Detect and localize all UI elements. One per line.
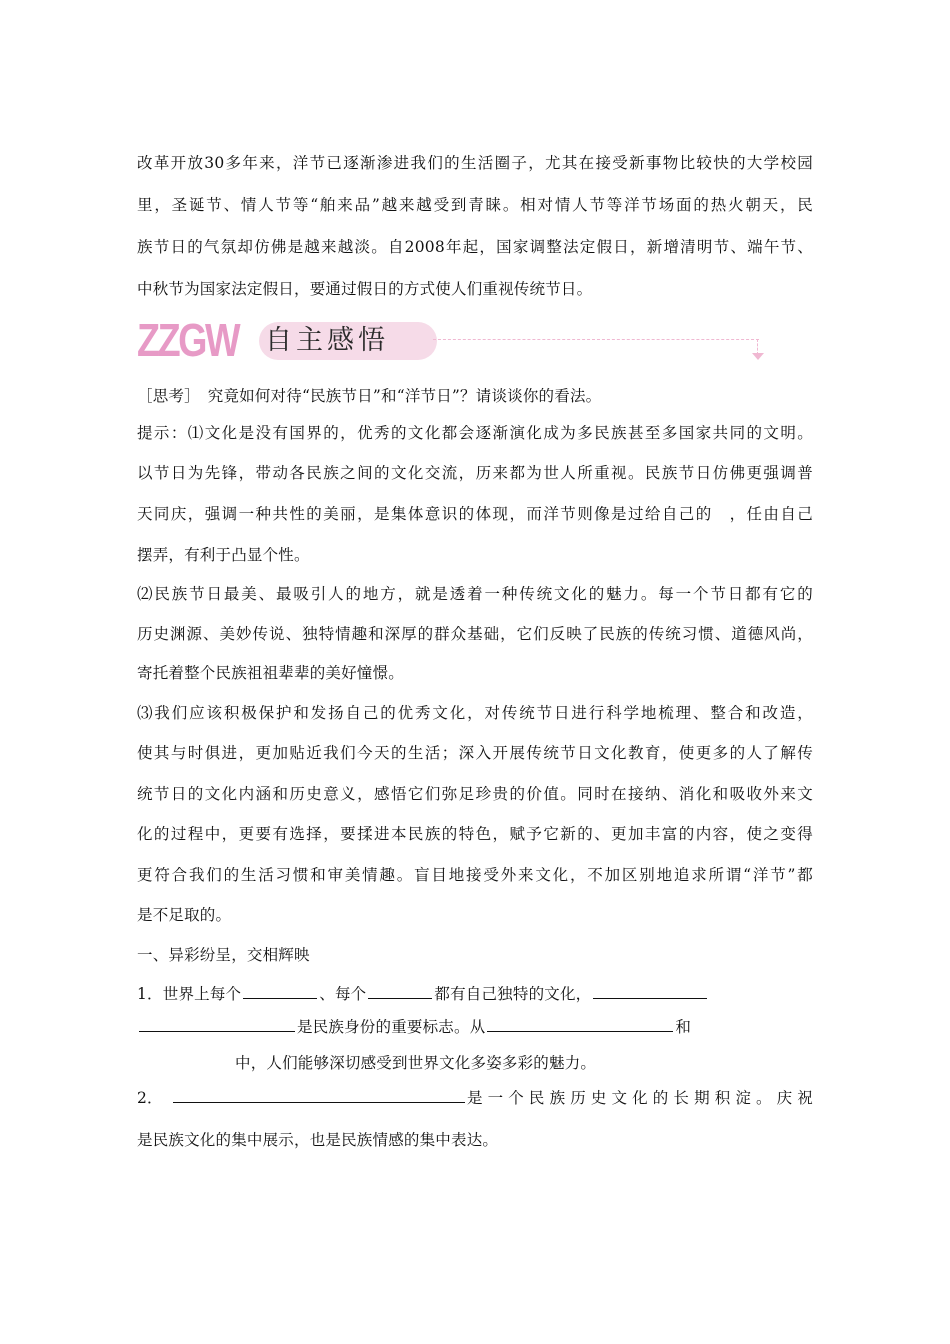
blank-field[interactable] <box>173 1101 465 1103</box>
banner-dashed-line <box>433 339 759 340</box>
q2-text: 是一个民族历史文化的长期积淀。庆祝 <box>467 1089 813 1107</box>
intro-line-1: 改革开放30多年来，洋节已逐渐渗进我们的生活圈子，尤其在接受新事物比较快的大学校园 <box>137 154 813 172</box>
blank-field[interactable] <box>368 997 432 999</box>
blank-field[interactable] <box>139 1030 295 1032</box>
answer-line-4: 摆弄，有利于凸显个性。 <box>137 546 310 564</box>
blank-field[interactable] <box>243 997 317 999</box>
blank-field[interactable] <box>487 1030 673 1032</box>
intro-line-4: 中秋节为国家法定假日，要通过假日的方式使人们重视传统节日。 <box>137 280 593 298</box>
q1-text-2: 、每个 <box>319 985 367 1003</box>
answer-line-5: ⑵民族节日最美、最吸引人的地方，就是透着一种传统文化的魅力。每一个节日都有它的 <box>137 585 813 603</box>
answer-line-10: 统节日的文化内涵和历史意义，感悟它们弥足珍贵的价值。同时在接纳、消化和吸收外来文 <box>137 785 813 803</box>
intro-line-2: 里，圣诞节、情人节等“舶来品”越来越受到青睐。相对情人节等洋节场面的热火朝天，民 <box>137 196 813 214</box>
question-1-line-2 <box>137 1015 691 1037</box>
q1-text-1: 1．世界上每个 <box>137 985 242 1003</box>
question-1-line-1 <box>137 982 709 1004</box>
q1-text-5: 和 <box>675 1018 692 1036</box>
answer-line-1: 提示：⑴文化是没有国界的，优秀的文化都会逐渐演化成为多民族甚至多国家共同的文明。 <box>137 424 813 442</box>
answer-line-2: 以节日为先锋，带动各民族之间的文化交流，历来都为世人所重视。民族节日仿佛更强调普 <box>137 464 813 482</box>
answer-line-7: 寄托着整个民族祖祖辈辈的美好憧憬。 <box>137 664 404 682</box>
q1-text-3: 都有自己独特的文化， <box>434 985 592 1003</box>
banner-title: 自主感悟 <box>265 325 389 356</box>
section-heading: 一、异彩纷呈，交相辉映 <box>137 946 310 964</box>
blank-field[interactable] <box>593 997 707 999</box>
answer-line-13: 是不足取的。 <box>137 906 232 924</box>
answer-line-8: ⑶我们应该积极保护和发扬自己的优秀文化，对传统节日进行科学地梳理、整合和改造， <box>137 704 813 722</box>
answer-line-9: 使其与时俱进，更加贴近我们今天的生活；深入开展传统节日文化教育，使更多的人了解传 <box>137 744 813 762</box>
answer-line-12: 更符合我们的生活习惯和审美情趣。盲目地接受外来文化，不加区别地追求所谓“洋节”都 <box>137 866 813 884</box>
q2-number: 2． <box>137 1089 163 1107</box>
answer-line-6: 历史渊源、美妙传说、独特情趣和深厚的群众基础，它们反映了民族的传统习惯、道德风尚， <box>137 625 813 643</box>
think-question: ［思考］ 究竟如何对待“民族节日”和“洋节日”？请谈谈你的看法。 <box>137 387 602 405</box>
banner-logo: ZZGW <box>137 314 239 366</box>
q1-text-4: 是民族身份的重要标志。从 <box>297 1018 486 1036</box>
question-2-line-1 <box>137 1086 813 1108</box>
section-banner <box>137 314 777 366</box>
question-2-line-2: 是民族文化的集中展示，也是民族情感的集中表达。 <box>137 1131 499 1149</box>
banner-arrow-down-icon <box>752 353 764 360</box>
answer-line-3: 天同庆，强调一种共性的美丽，是集体意识的体现，而洋节则像是过给自己的 ，任由自己 <box>137 505 813 523</box>
question-1-line-3: 中，人们能够深切感受到世界文化多姿多彩的魅力。 <box>235 1054 597 1072</box>
answer-line-11: 化的过程中，更要有选择，要揉进本民族的特色，赋予它新的、更加丰富的内容，使之变得 <box>137 825 813 843</box>
intro-line-3: 族节日的气氛却仿佛是越来越淡。自2008年起，国家调整法定假日，新增清明节、端午节、 <box>137 238 813 256</box>
